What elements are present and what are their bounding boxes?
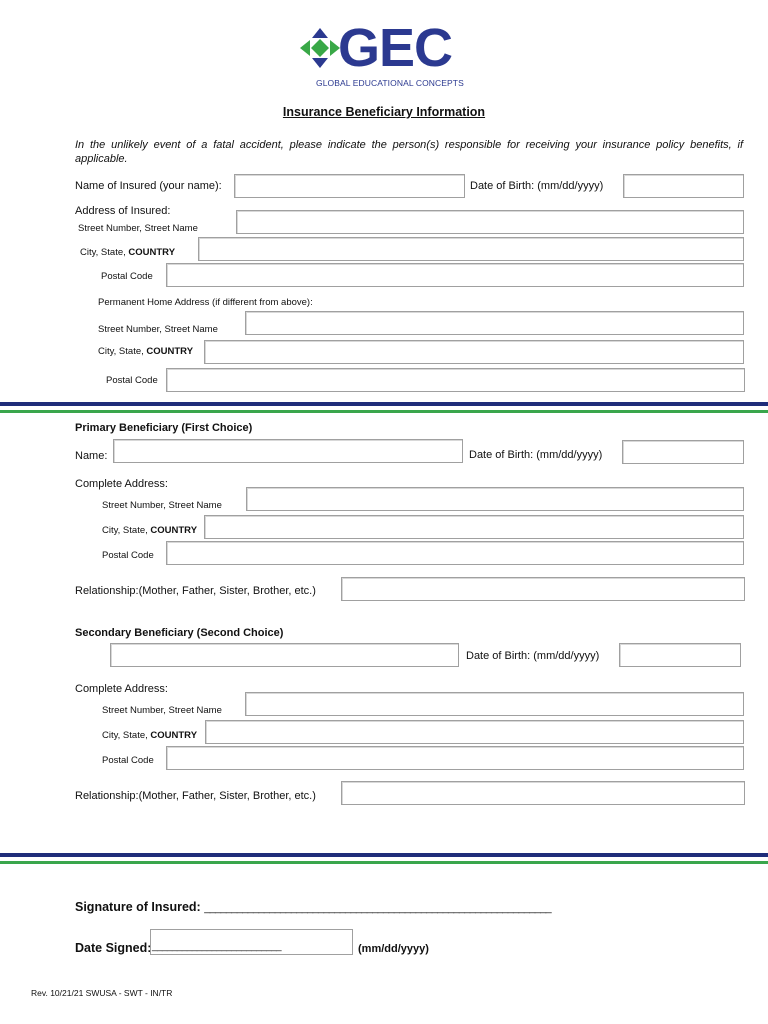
- date-signed-label: Date Signed:: [75, 941, 152, 955]
- primary-postal-field[interactable]: [166, 541, 744, 565]
- primary-address-label: Complete Address:: [75, 478, 168, 490]
- primary-name-label: Name:: [75, 450, 108, 462]
- primary-city-label: [102, 525, 197, 536]
- perm-city-label: [98, 346, 193, 357]
- gec-logo: [298, 18, 473, 92]
- date-signed-box[interactable]: [150, 929, 353, 955]
- secondary-heading: Secondary Beneficiary (Second Choice): [75, 627, 284, 639]
- divider-green-band: [0, 861, 768, 864]
- primary-postal-label: Postal Code: [102, 550, 154, 561]
- primary-city-field[interactable]: [204, 515, 744, 539]
- insured-city-label: [80, 247, 175, 258]
- primary-relationship-label: Relationship:(Mother, Father, Sister, Brother, etc.): [75, 585, 316, 597]
- intro-text: In the unlikely event of a fatal accident, please indicate the person(s) responsible for receiving your insurance policy benefits, if applicable.: [75, 139, 743, 165]
- secondary-dob-label: Date of Birth: (mm/dd/yyyy): [466, 650, 600, 662]
- secondary-city-label: [102, 730, 197, 741]
- city-state-text: City, State,: [102, 730, 148, 741]
- logo-wordmark: GEC: [338, 18, 453, 78]
- perm-street-label: Street Number, Street Name: [98, 324, 218, 335]
- insured-address-label: Address of Insured:: [75, 205, 171, 217]
- signature-row: [75, 900, 551, 914]
- perm-city-field[interactable]: [204, 340, 744, 364]
- insured-postal-label: Postal Code: [101, 271, 153, 282]
- secondary-address-label: Complete Address:: [75, 683, 168, 695]
- signature-line[interactable]: ________________________________________________________________: [204, 902, 551, 914]
- secondary-street-label: Street Number, Street Name: [102, 705, 222, 716]
- city-state-text: City, State,: [98, 346, 144, 357]
- divider-green-band: [0, 410, 768, 413]
- country-text: COUNTRY: [128, 247, 176, 258]
- date-signed-line: __________________________: [152, 941, 281, 952]
- country-text: COUNTRY: [150, 525, 198, 536]
- insured-street-field[interactable]: [236, 210, 744, 234]
- secondary-name-field[interactable]: [110, 643, 459, 667]
- insured-name-field[interactable]: [234, 174, 465, 198]
- signature-label: Signature of Insured:: [75, 900, 201, 914]
- primary-dob-field[interactable]: [622, 440, 744, 464]
- primary-name-field[interactable]: [113, 439, 463, 463]
- primary-dob-label: Date of Birth: (mm/dd/yyyy): [469, 449, 603, 461]
- insured-dob-field[interactable]: [623, 174, 744, 198]
- perm-postal-label: Postal Code: [106, 375, 158, 386]
- secondary-postal-field[interactable]: [166, 746, 744, 770]
- perm-postal-field[interactable]: [166, 368, 745, 392]
- page-title: Insurance Beneficiary Information: [282, 105, 486, 119]
- city-state-text: City, State,: [102, 525, 148, 536]
- revision-footer: Rev. 10/21/21 SWUSA - SWT - IN/TR: [31, 988, 173, 998]
- diamond-arrows-icon: [298, 26, 342, 70]
- divider-navy-band: [0, 402, 768, 406]
- logo-subtitle: GLOBAL EDUCATIONAL CONCEPTS: [316, 78, 464, 88]
- secondary-city-field[interactable]: [205, 720, 744, 744]
- country-text: COUNTRY: [150, 730, 198, 741]
- insured-city-field[interactable]: [198, 237, 744, 261]
- primary-heading: Primary Beneficiary (First Choice): [75, 422, 253, 434]
- country-text: COUNTRY: [146, 346, 194, 357]
- primary-relationship-field[interactable]: [341, 577, 745, 601]
- secondary-relationship-label: Relationship:(Mother, Father, Sister, Brother, etc.): [75, 790, 316, 802]
- primary-street-field[interactable]: [246, 487, 744, 511]
- insured-name-label: Name of Insured (your name):: [75, 180, 222, 192]
- primary-street-label: Street Number, Street Name: [102, 500, 222, 511]
- perm-street-field[interactable]: [245, 311, 744, 335]
- date-format-hint: (mm/dd/yyyy): [358, 943, 429, 955]
- secondary-postal-label: Postal Code: [102, 755, 154, 766]
- insured-dob-label: Date of Birth: (mm/dd/yyyy): [470, 180, 604, 192]
- divider-navy-band: [0, 853, 768, 857]
- secondary-dob-field[interactable]: [619, 643, 741, 667]
- insured-street-label: Street Number, Street Name: [78, 223, 198, 234]
- secondary-relationship-field[interactable]: [341, 781, 745, 805]
- permanent-address-label: Permanent Home Address (if different from above):: [98, 297, 313, 308]
- city-state-text: City, State,: [80, 247, 126, 258]
- insured-postal-field[interactable]: [166, 263, 744, 287]
- secondary-street-field[interactable]: [245, 692, 744, 716]
